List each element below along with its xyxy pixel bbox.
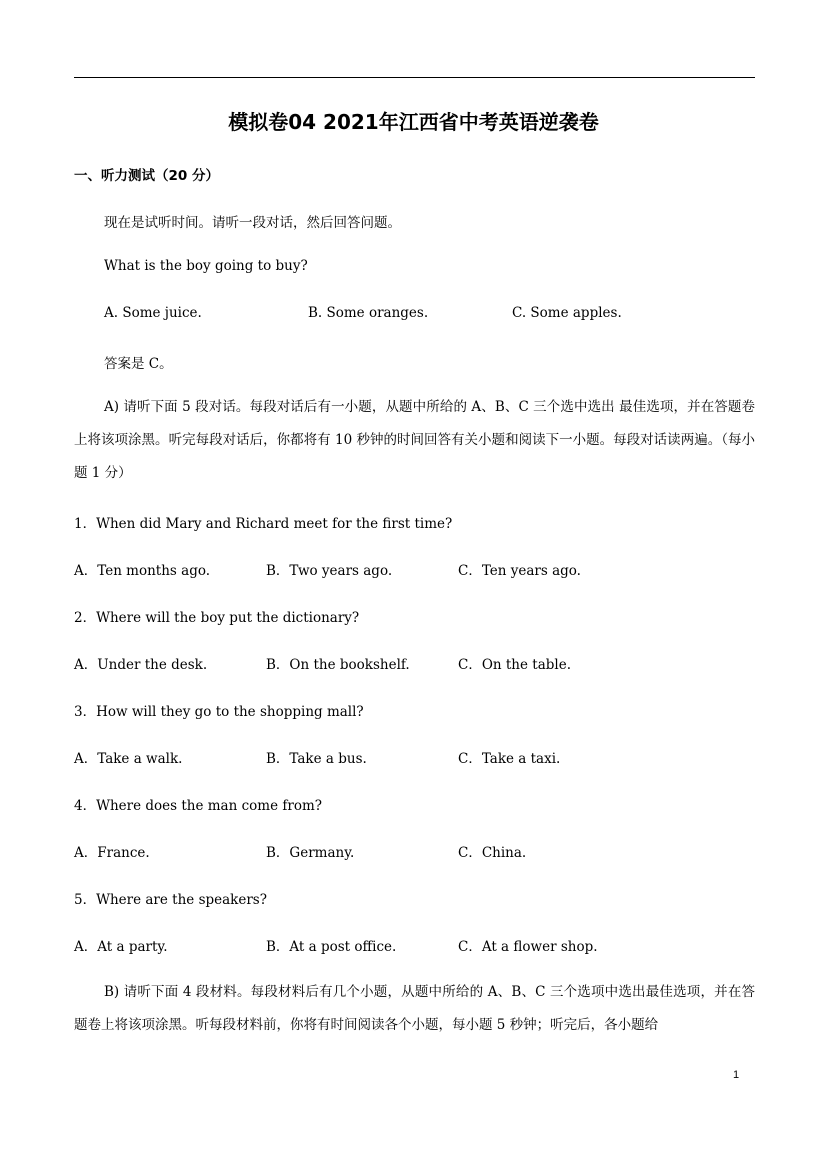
question-5: 5．Where are the speakers? — [74, 892, 267, 908]
question-3: 3．How will they go to the shopping mall? — [74, 704, 364, 720]
question-5-option-b: B．At a post office. — [266, 939, 397, 955]
part-a-instruction-text: A) 请听下面 5 段对话。每段对话后有一小题，从题中所给的 A、B、C 三个选中选出 最佳选项，并在答题卷上将该项涂黑。听完每段对话后，你都将有 10 秒钟的时间回答有关小题和阅读下一小题。每段对话读两遍。（每小题 1 分） — [74, 399, 755, 481]
trial-answer: 答案是 C。 — [104, 356, 173, 372]
question-2-option-b: B．On the bookshelf. — [266, 657, 410, 673]
trial-intro: 现在是试听时间。请听一段对话，然后回答问题。 — [104, 215, 401, 231]
question-4-option-a: A．France. — [74, 845, 150, 861]
question-5-option-a: A．At a party. — [74, 939, 168, 955]
question-2-option-c: C．On the table. — [458, 657, 571, 673]
question-1-option-b: B．Two years ago. — [266, 563, 393, 579]
header-rule — [74, 77, 755, 78]
trial-option-c: C. Some apples. — [512, 305, 622, 321]
trial-option-a: A. Some juice. — [104, 305, 202, 321]
trial-question: What is the boy going to buy? — [104, 258, 308, 274]
question-2: 2．Where will the boy put the dictionary? — [74, 610, 360, 626]
question-1-option-c: C．Ten years ago. — [458, 563, 581, 579]
question-2-option-a: A．Under the desk. — [74, 657, 208, 673]
question-3-option-a: A．Take a walk. — [74, 751, 183, 767]
part-b-instruction — [74, 976, 755, 1042]
question-5-option-c: C．At a flower shop. — [458, 939, 598, 955]
page-number: 1 — [733, 1069, 740, 1081]
question-4: 4．Where does the man come from? — [74, 798, 322, 814]
trial-option-b: B. Some oranges. — [308, 305, 429, 321]
question-3-option-b: B．Take a bus. — [266, 751, 367, 767]
question-4-option-b: B．Germany. — [266, 845, 355, 861]
section-heading-listening: 一、听力测试（20 分） — [74, 168, 219, 184]
question-1-option-a: A．Ten months ago. — [74, 563, 211, 579]
part-a-instruction — [74, 391, 755, 490]
question-4-option-c: C．China. — [458, 845, 527, 861]
part-b-instruction-text: B) 请听下面 4 段材料。每段材料后有几个小题，从题中所给的 A、B、C 三个选项中选出最佳选项，并在答题卷上将该项涂黑。听每段材料前，你将有时间阅读各个小题，每小题 5 秒钟；听完后，各小题给 — [74, 984, 755, 1033]
question-3-option-c: C．Take a taxi. — [458, 751, 561, 767]
question-1: 1．When did Mary and Richard meet for the first time? — [74, 516, 453, 532]
page-title: 模拟卷04 2021年江西省中考英语逆袭卷 — [228, 110, 599, 134]
